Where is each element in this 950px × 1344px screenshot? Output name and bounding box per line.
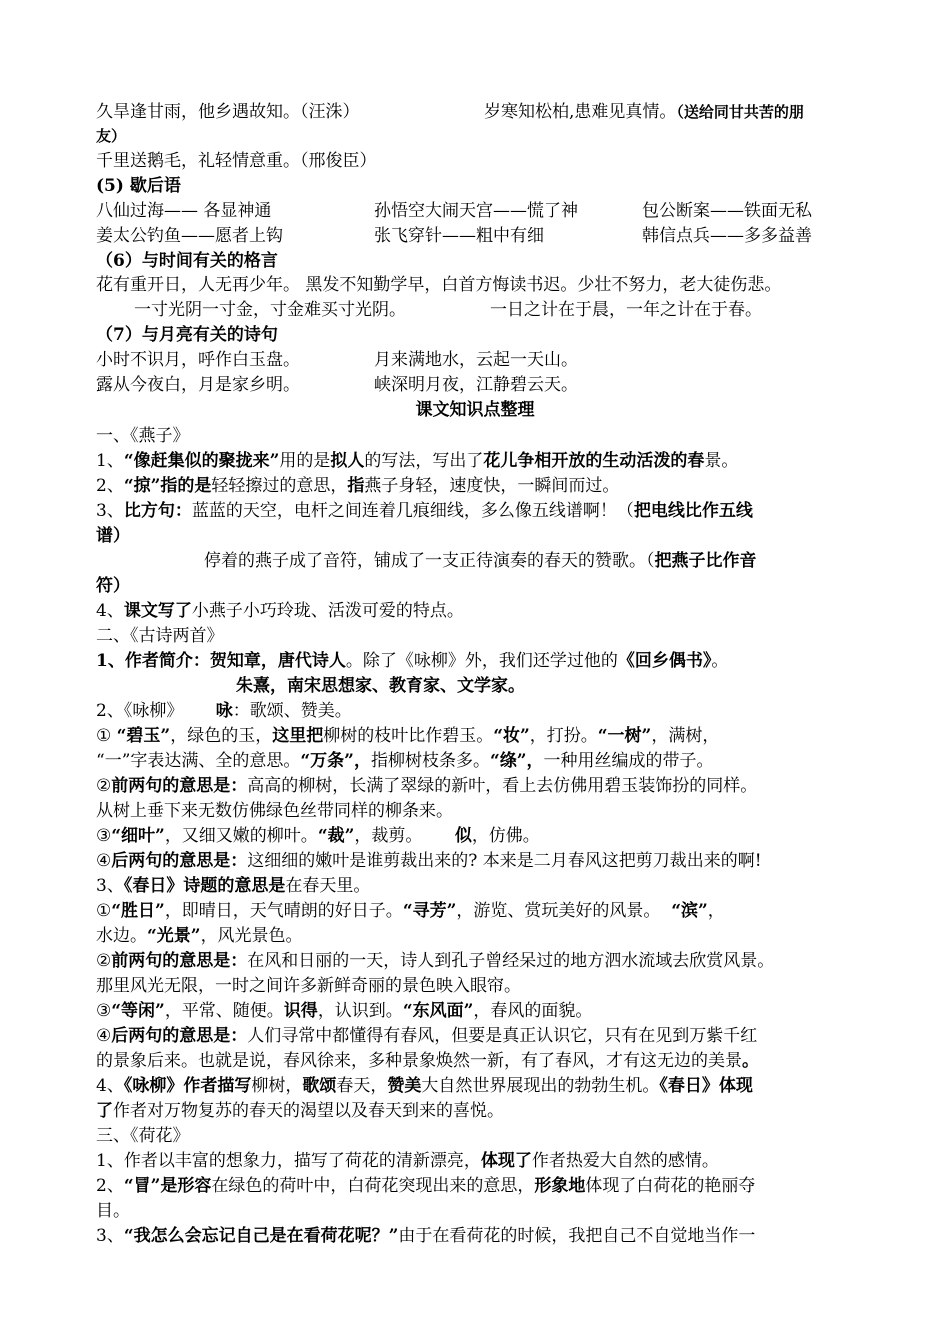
text: 3、 <box>96 1226 124 1246</box>
text-bold: “一树” <box>597 726 652 746</box>
text: 4、 <box>96 601 124 621</box>
text: 。除了《咏柳》外，我们还学过他的 <box>345 651 618 671</box>
time-line-2-a: 一寸光阴一寸金，寸金难买寸光阴。 <box>134 300 406 320</box>
text-bold: “滨” <box>671 901 708 921</box>
moon-row-2-a: 露从今夜白，月是家乡明。 <box>96 375 300 395</box>
text: 2、 <box>96 476 124 496</box>
text: ① <box>96 901 112 921</box>
gushi-line-8 <box>96 824 540 848</box>
text: 由于在看荷花的时候，我把自己不自觉地当作一 <box>398 1226 756 1246</box>
text-bold: 花儿争相开放的生动活泼的春 <box>483 451 705 471</box>
text: 用的是 <box>279 451 331 471</box>
text: ，春风的面貌。 <box>473 1001 593 1021</box>
moon-heading: （7）与月亮有关的诗句 <box>96 325 278 345</box>
gushi-line-19 <box>96 1099 504 1123</box>
gushi-line-1 <box>96 649 728 673</box>
text: ， <box>707 901 725 921</box>
text: 大自然世界展现出的勃勃生机。 <box>421 1076 660 1096</box>
moon-row-1-a: 小时不识月，呼作白玉盘。 <box>96 350 300 370</box>
proverb-line-1 <box>96 100 360 124</box>
text-bold: “碧玉” <box>116 726 171 746</box>
text-bold: “像赶集似的聚拢来” <box>123 451 280 471</box>
text-bold: 后两句的意思是： <box>111 1026 248 1046</box>
text: ，满树， <box>651 726 720 746</box>
text-bold: “掠”指的是 <box>123 476 212 496</box>
text-bold: 咏 <box>215 701 233 721</box>
proverb-note-cont: 友） <box>96 127 127 145</box>
text-bold: 诗题的意思是 <box>183 876 286 896</box>
time-line-2-b: 一日之计在于晨，一年之计在于春。 <box>490 300 762 320</box>
gushi-line-7: 从树上垂下来无数仿佛绿色丝带同样的柳条来。 <box>96 801 453 821</box>
text-bold: 似 <box>454 826 472 846</box>
text-bold: 了 <box>96 1101 113 1121</box>
text-bold: 识得 <box>283 1001 318 1021</box>
text: 4、 <box>96 1076 124 1096</box>
proverb-line-1-right <box>484 100 804 124</box>
text-bold: “万条”， <box>300 751 371 771</box>
text-bold: 拟人 <box>330 451 365 471</box>
hehua-line-2 <box>96 1174 755 1198</box>
text: ，认识到。 <box>317 1001 403 1021</box>
text: 3、 <box>96 876 124 896</box>
text: 柳树的枝叶比作碧玉。 <box>323 726 494 746</box>
text: 作者热爱大自然的感情。 <box>531 1151 719 1171</box>
yanzi-line-3 <box>96 499 753 523</box>
xiehouyu-heading: (5) 歇后语 <box>96 176 181 196</box>
text: ，绿色的玉， <box>170 726 273 746</box>
xiehouyu-row-2-c: 韩信点兵——多多益善 <box>642 226 812 246</box>
yanzi-line-2 <box>96 474 619 498</box>
text: 柳树， <box>251 1076 303 1096</box>
gushi-line-18 <box>96 1074 753 1098</box>
gushi-line-5 <box>96 749 714 773</box>
text: ，平常、随便。 <box>164 1001 284 1021</box>
gushi-line-17 <box>96 1049 759 1073</box>
text: 。 <box>711 651 729 671</box>
text-bold: 把燕子比作音 <box>654 551 757 571</box>
text: 的写法，写出了 <box>364 451 484 471</box>
text-bold: “细叶” <box>111 826 165 846</box>
hehua-line-1 <box>96 1149 719 1173</box>
text: ，打扮。 <box>529 726 598 746</box>
text-bold: 。 <box>742 1051 759 1071</box>
text: 水边。 <box>96 926 147 946</box>
text-bold: “绦”， <box>489 751 544 771</box>
xiehouyu-row-1-c: 包公断案——铁面无私 <box>642 201 812 221</box>
text: 在春天里。 <box>285 876 371 896</box>
text-bold: 1、作者简介： <box>96 651 210 671</box>
text: 3、 <box>96 501 124 521</box>
xiehouyu-row-1-b: 孙悟空大闹天宫——慌了神 <box>374 201 578 221</box>
xiehouyu-row-2-b: 张飞穿针——粗中有细 <box>374 226 544 246</box>
text-bold: 《回乡偶书》 <box>617 651 712 671</box>
text-bold: 《春日》体现 <box>659 1076 753 1096</box>
text-bold: “我怎么会忘记自己是在看荷花呢？” <box>123 1226 399 1246</box>
gushi-line-3 <box>96 699 352 723</box>
text: 1、 <box>96 451 124 471</box>
hehua-heading: 三、《荷花》 <box>96 1126 190 1146</box>
text-bold: “光景” <box>147 926 201 946</box>
text-bold: “东风面” <box>402 1001 474 1021</box>
xiehouyu-row-2-a: 姜太公钓鱼——愿者上钩 <box>96 226 283 246</box>
text: 2、《咏柳》 <box>96 701 184 721</box>
time-heading: （6）与时间有关的格言 <box>96 251 278 271</box>
text: 一种用丝编成的带子。 <box>543 751 714 771</box>
text-bold: “裁” <box>317 826 355 846</box>
text-bold: “寻芳” <box>402 901 457 921</box>
yanzi-line-1 <box>96 449 738 473</box>
text-bold: 指 <box>347 476 365 496</box>
text: 停着的燕子成了音符，铺成了一支正待演奏的春天的赞歌。（ <box>204 551 655 571</box>
text-bold: “胜日” <box>111 901 165 921</box>
text: ④ <box>96 851 112 871</box>
xiehouyu-row-1-a: 八仙过海—— 各显神通 <box>96 201 272 221</box>
text-bold: 《咏柳》作者描写 <box>123 1076 252 1096</box>
text: 蓝蓝的天空，电杆之间连着几痕细线，多么像五线谱啊！（ <box>191 501 634 521</box>
hehua-line-3 <box>96 1224 755 1248</box>
text: ，仿佛。 <box>471 826 540 846</box>
gushi-line-16 <box>96 1024 757 1048</box>
text-bold: 体现了 <box>480 1151 532 1171</box>
gushi-heading: 二、《古诗两首》 <box>96 626 224 646</box>
text-bold: 这里把 <box>272 726 324 746</box>
hehua-line-2-cont: 目。 <box>96 1201 130 1221</box>
text: 这细细的嫩叶是谁剪裁出来的? 本来是二月春风这把剪刀裁出来的啊! <box>247 851 762 871</box>
text: ① <box>96 726 117 746</box>
yanzi-line-5 <box>96 599 464 623</box>
gushi-line-4 <box>96 724 719 748</box>
text-bold: 《春日》 <box>123 876 184 896</box>
text-bold: 赞美 <box>387 1076 422 1096</box>
text-bold: 课文写了 <box>123 601 192 621</box>
text: 在绿色的荷叶中，白荷花突现出来的意思， <box>211 1176 535 1196</box>
text: 高高的柳树，长满了翠绿的新叶，看上去仿佛用碧玉装饰扮的同样。 <box>247 776 758 796</box>
text: 小燕子小巧玲珑、活泼可爱的特点。 <box>191 601 464 621</box>
yanzi-heading: 一、《燕子》 <box>96 426 190 446</box>
text-bold: 前两句的意思是： <box>111 951 248 971</box>
yanzi-line-3-cont: 谱） <box>96 526 130 546</box>
text: 轻轻擦过的意思， <box>211 476 348 496</box>
yanzi-line-4 <box>204 549 757 573</box>
gushi-line-9 <box>96 849 762 873</box>
text: ④ <box>96 1026 112 1046</box>
text: 作者对万物复苏的春天的渴望以及春天到来的喜悦。 <box>113 1101 504 1121</box>
text-bold: 把电线比作五线 <box>633 501 753 521</box>
text: ③ <box>96 826 112 846</box>
text-bold: 前两句的意思是： <box>111 776 248 796</box>
text: ：歌颂、赞美。 <box>232 701 352 721</box>
text: ，游览、赏玩美好的风景。 <box>456 901 661 921</box>
gushi-line-12 <box>96 924 303 948</box>
text: 春天， <box>336 1076 388 1096</box>
time-line-1: 花有重开日，人无再少年。 黑发不知勤学早，白首方悔读书迟。少壮不努力，老大徒伤悲。 <box>96 275 782 295</box>
text: “一”字表达满、全的意思。 <box>96 751 301 771</box>
text-bold: 歌颂 <box>302 1076 337 1096</box>
text: 1、作者以丰富的想象力，描写了荷花的清新漂亮， <box>96 1151 481 1171</box>
gushi-line-10 <box>96 874 370 898</box>
proverb-wangzhu: 久旱逢甘雨，他乡遇故知。（汪洙） <box>96 102 360 122</box>
gushi-line-13 <box>96 949 774 973</box>
text: 人们寻常中都懂得有春风，但要是真正认识它，只有在见到万紫千红 <box>247 1026 758 1046</box>
section-title: 课文知识点整理 <box>415 400 535 420</box>
text-bold: “妆” <box>493 726 530 746</box>
text: 在风和日丽的一天，诗人到孔子曾经呆过的地方泗水流域去欣赏风景。 <box>247 951 775 971</box>
gushi-line-11 <box>96 899 725 923</box>
text: ，又细又嫩的柳叶。 <box>164 826 318 846</box>
text: ② <box>96 951 112 971</box>
text-bold: “等闲” <box>111 1001 165 1021</box>
text: ，风光景色。 <box>200 926 303 946</box>
text: 2、 <box>96 1176 124 1196</box>
text: 指柳树枝条多。 <box>370 751 490 771</box>
text-bold: 贺知章，唐代诗人 <box>209 651 346 671</box>
text-bold: 后两句的意思是： <box>111 851 248 871</box>
gushi-line-6 <box>96 774 757 798</box>
proverb-note: （送给同甘共苦的朋 <box>676 103 804 121</box>
text-bold: 比方句： <box>123 501 192 521</box>
gushi-line-2: 朱熹，南宋思想家、教育家、文学家。 <box>236 676 525 696</box>
text: ，裁剪。 <box>354 826 423 846</box>
yanzi-line-4-cont: 符） <box>96 576 130 596</box>
text: ，即晴日，天气晴朗的好日子。 <box>164 901 403 921</box>
text: ② <box>96 776 112 796</box>
gushi-line-14: 那里风光无限，一时之间许多新鲜奇丽的景色映入眼帘。 <box>96 976 521 996</box>
text-bold: 形象地 <box>534 1176 586 1196</box>
text: ③ <box>96 1001 112 1021</box>
text: 的景象后来。也就是说，春风徐来，多种景象焕然一新，有了春风，才有这无边的美景 <box>96 1051 742 1071</box>
text: 体现了白荷花的艳丽夺 <box>585 1176 756 1196</box>
proverb-line-2: 千里送鹅毛，礼轻情意重。（邢俊臣） <box>96 151 377 171</box>
moon-row-1-b: 月来满地水，云起一天山。 <box>374 350 578 370</box>
text-bold: “冒”是形容 <box>123 1176 212 1196</box>
text: 景。 <box>704 451 739 471</box>
text: 燕子身轻，速度快，一瞬间而过。 <box>364 476 620 496</box>
gushi-line-15 <box>96 999 592 1023</box>
proverb-suihan: 岁寒知松柏,患难见真情。 <box>484 102 677 122</box>
moon-row-2-b: 峡深明月夜，江静碧云天。 <box>374 375 578 395</box>
